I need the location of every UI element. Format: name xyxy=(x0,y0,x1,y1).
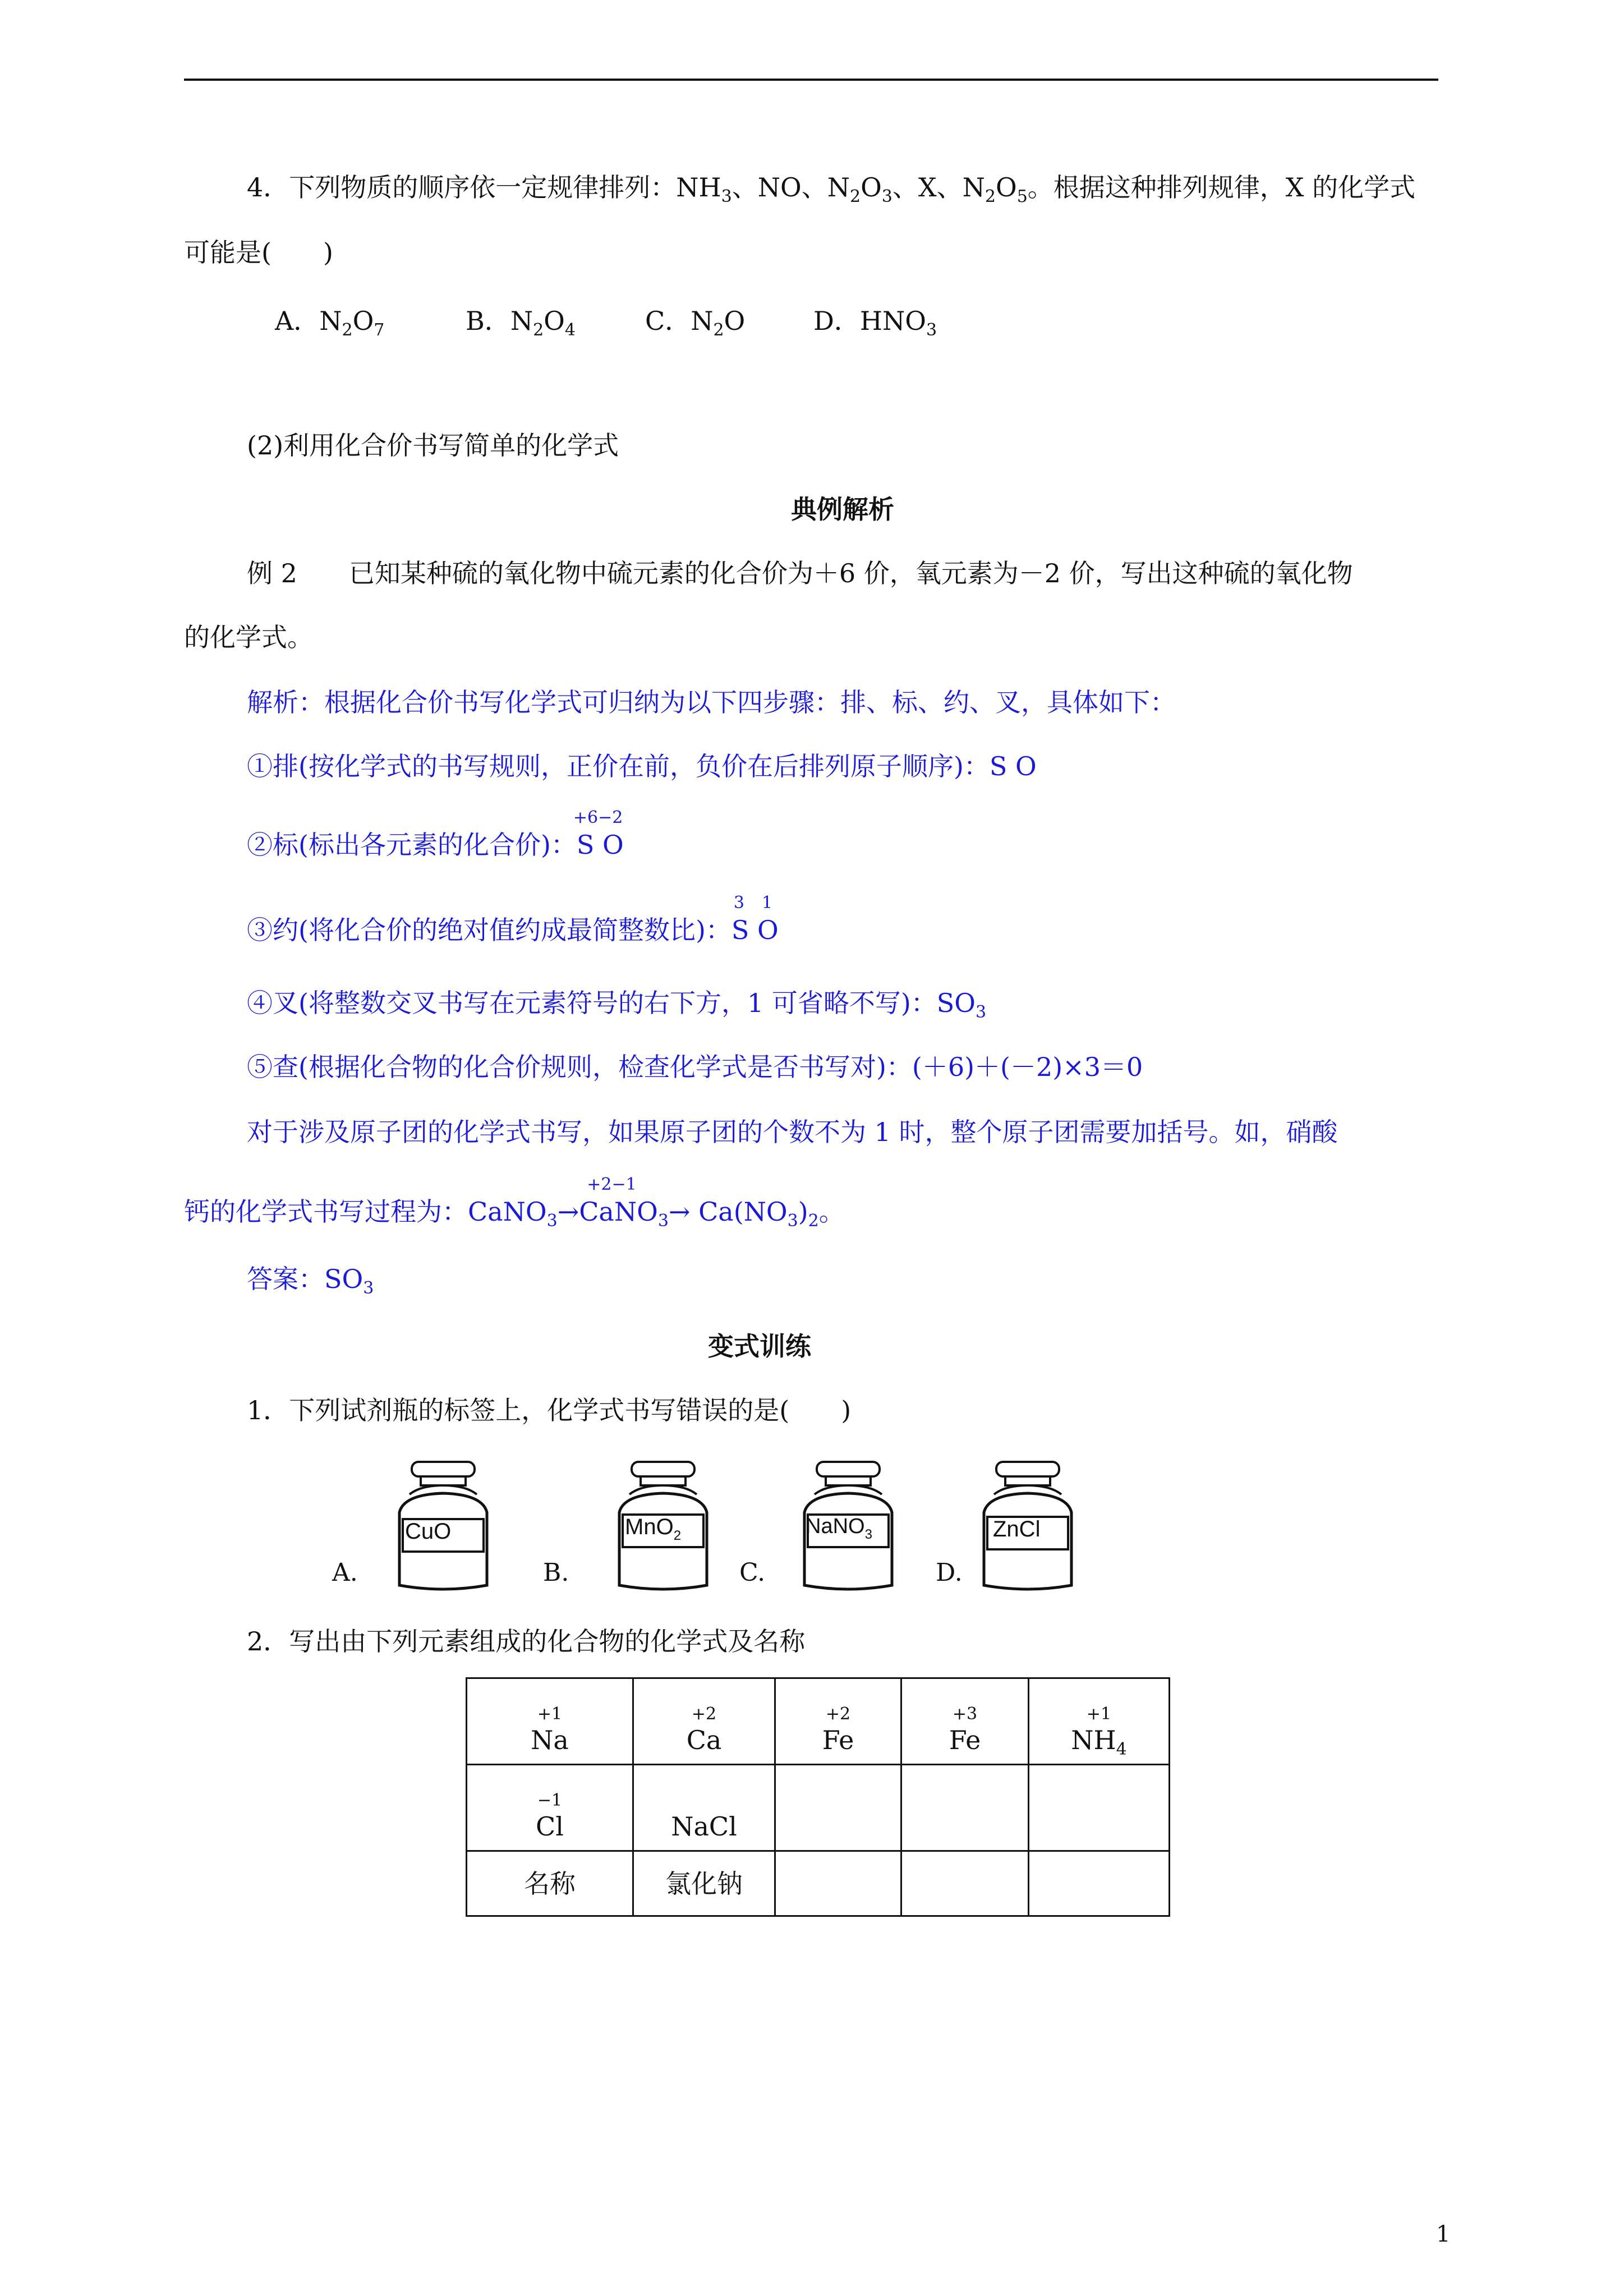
table-cell: 名称 xyxy=(467,1851,633,1916)
bottle-b-label: MnO$_2$ xyxy=(625,1515,682,1543)
analysis-answer: 答案：$SO_3$ xyxy=(247,1264,374,1298)
section-title: (2)利用化合价书写简单的化学式 xyxy=(247,430,619,461)
table-cell xyxy=(1029,1851,1170,1916)
table-cell xyxy=(901,1765,1029,1851)
analysis-note-line2: 钙的化学式书写过程为：CaNO$_3$→ +2−1 CaNO$_3$→ $Ca(NO_3)_2$。 xyxy=(184,1175,845,1231)
example2-line2: 的化学式。 xyxy=(184,622,313,652)
step2-formula: +6−2 S O xyxy=(573,808,624,860)
bottle-a-letter: A. xyxy=(332,1558,358,1587)
q4-line2: 可能是( ) xyxy=(184,237,333,268)
table-cell xyxy=(775,1765,901,1851)
analysis-step4: ④叉(将整数交叉书写在元素符号的右下方，1 可省略不写)：$SO_3$ xyxy=(247,988,987,1022)
bottle-d-label: ZnCl xyxy=(993,1517,1041,1542)
analysis-note-line1: 对于涉及原子团的化学式书写，如果原子团的个数不为 1 时，整个原子团需要加括号。如，硝酸 xyxy=(247,1117,1338,1147)
table-cell xyxy=(775,1851,901,1916)
bottle-d-letter: D. xyxy=(936,1558,963,1587)
practice1-question: 1．下列试剂瓶的标签上，化学式书写错误的是( ) xyxy=(247,1395,852,1425)
example-heading: 典例解析 xyxy=(791,494,894,524)
analysis-step2: ②标(标出各元素的化合价)： +6−2 S O xyxy=(247,828,624,862)
q4-option-a: A．$N_2O_7$ xyxy=(275,306,385,340)
table-row xyxy=(467,1678,1170,1765)
bottle-c-label: NaNO$_3$ xyxy=(806,1515,872,1542)
bottle-c-letter: C. xyxy=(739,1558,766,1587)
table-cell: +1 Na xyxy=(467,1678,633,1765)
example2-line1: 例 2 已知某种硫的氧化物中硫元素的化合价为＋6 价，氧元素为－2 价，写出这种硫的氧化物 xyxy=(247,558,1353,588)
q4-option-b: B．$N_2O_4$ xyxy=(466,306,576,340)
table-cell xyxy=(1029,1765,1170,1851)
bottle-a-label: CuO xyxy=(405,1519,452,1544)
table-cell: NaCl xyxy=(633,1765,775,1851)
table-cell: +2 Fe xyxy=(775,1678,901,1765)
table-cell xyxy=(901,1851,1029,1916)
bottle-b-letter: B. xyxy=(543,1558,569,1587)
analysis-step5: ⑤查(根据化合物的化合价规则，检查化学式是否书写对)：(＋6)＋(－2)×3＝0 xyxy=(247,1052,1143,1082)
table-cell: −1 Cl xyxy=(467,1765,633,1851)
header-rule xyxy=(184,79,1438,81)
analysis-intro: 解析：根据化合价书写化学式可归纳为以下四步骤：排、标、约、叉，具体如下： xyxy=(247,687,1176,717)
table-cell: +3 Fe xyxy=(901,1678,1029,1765)
analysis-step3: ③约(将化合价的绝对值约成最简整数比)： 3 S 1 O xyxy=(247,893,779,945)
page-number: 1 xyxy=(1436,2221,1451,2247)
compound-table xyxy=(466,1677,1170,1917)
table-row xyxy=(467,1851,1170,1916)
table-cell: 氯化钠 xyxy=(633,1851,775,1916)
q4-option-d: D．$HNO_3$ xyxy=(813,306,937,340)
practice2-question: 2．写出由下列元素组成的化合物的化学式及名称 xyxy=(247,1626,806,1657)
table-cell: +2 Ca xyxy=(633,1678,775,1765)
analysis-step1: ①排(按化学式的书写规则，正价在前，负价在后排列原子顺序)：S O xyxy=(247,751,1037,781)
q4-line1: 4．下列物质的顺序依一定规律排列：$NH_3$、NO、$N_2O_3$、X、$N_2O_5$。根据这种排列规律，X 的化学式 xyxy=(247,172,1416,206)
q4-option-c: C．$N_2O$ xyxy=(645,306,746,340)
practice-heading: 变式训练 xyxy=(708,1331,811,1361)
table-cell: +1 $NH_4$ xyxy=(1029,1678,1170,1765)
table-row xyxy=(467,1765,1170,1851)
